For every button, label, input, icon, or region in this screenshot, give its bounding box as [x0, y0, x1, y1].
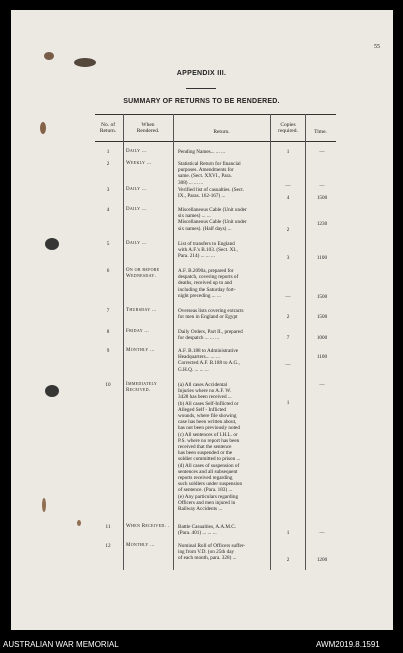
return-description-line: Overseas lists covering extracts	[178, 308, 244, 314]
ink-stain	[42, 498, 46, 512]
time-value: —	[319, 530, 325, 536]
return-description-line: six names) ... ...	[178, 213, 211, 220]
time-value: 1230	[316, 221, 328, 227]
column-divider	[305, 114, 306, 570]
page-number: 55	[374, 44, 380, 50]
appendix-title: APPENDIX III.	[176, 70, 227, 77]
copies-required: 1	[286, 530, 290, 536]
return-description-line: for men in England or Egypt	[178, 314, 238, 321]
time-value: 1500	[316, 294, 328, 300]
return-description-line: for despatch ... ... ...	[178, 335, 220, 342]
return-number: 10	[105, 382, 111, 388]
when-rendered: Daily ...	[126, 149, 147, 154]
return-description-line: List of transfers to England	[178, 241, 235, 247]
time-value: 1100	[316, 255, 328, 261]
when-rendered: Daily ...	[126, 241, 147, 246]
return-description-line: Injuries where no A.F. W.	[178, 388, 232, 395]
return-description-line: Alleged Self - Inflicted	[178, 406, 226, 413]
return-number: 1	[106, 149, 110, 155]
return-description-line: including the Saturday fort-	[178, 286, 236, 293]
ink-stain	[74, 58, 96, 67]
return-description-line: G.H.Q. ... ... ...	[178, 366, 209, 373]
return-description-line: sentences and all subsequent	[178, 468, 238, 475]
return-description-line: six names). (Half days) ...	[178, 225, 232, 232]
return-number: 9	[106, 348, 110, 354]
return-description-line: P.S. where no report has been	[178, 437, 240, 444]
return-number: 7	[106, 308, 110, 314]
return-number: 8	[106, 329, 110, 335]
when-rendered: On or before Wednesday.	[126, 268, 160, 280]
time-value: 1200	[316, 557, 328, 563]
column-header-return: Return.	[213, 129, 230, 135]
when-rendered: Monthly ...	[126, 348, 155, 353]
return-description-line: Verified list of casualties. (Sect.	[178, 187, 244, 193]
return-description-line: Miscellaneous Cable (Unit under	[178, 207, 247, 213]
column-divider	[173, 114, 174, 570]
return-description-line: (d) All cases of suspension of	[178, 462, 240, 469]
return-description-line: (b) All cases Self-Inflicted or	[178, 400, 239, 407]
summary-title: SUMMARY OF RETURNS TO BE RENDERED.	[123, 98, 280, 105]
return-description-line: of sentence. (Para. 183) ...	[178, 487, 233, 494]
ink-stain	[77, 520, 81, 526]
return-description-line: such soldiers under suspension	[178, 481, 243, 488]
return-description-line: despatch, covering reports of	[178, 274, 239, 281]
ink-stain	[40, 122, 46, 134]
when-rendered: Weekly ...	[126, 161, 152, 166]
return-description-line: has not been previously noted	[178, 425, 240, 432]
return-description-line: (Para. 401) ... ... ...	[178, 530, 217, 537]
copies-required: 2	[286, 227, 290, 233]
return-description-line: (e) Any particulars regarding	[178, 493, 239, 500]
copies-required: —	[285, 362, 291, 368]
ink-stain	[45, 238, 59, 250]
return-number: 2	[106, 161, 110, 167]
return-description-line: Nominal Roll of Officers suffer-	[178, 543, 246, 549]
return-description-line: 3428 has been received ...	[178, 394, 232, 401]
copies-required: 2	[286, 557, 290, 563]
time-value: 1100	[316, 354, 328, 360]
footer-left: AUSTRALIAN WAR MEMORIAL	[3, 640, 119, 649]
time-value: 1500	[316, 195, 328, 201]
when-rendered: Immediately Received.	[126, 382, 158, 394]
return-number: 11	[105, 524, 111, 530]
return-description-line: Para. 214) ... ... ...	[178, 253, 215, 260]
time-value: 1500	[316, 314, 328, 320]
return-description-line: Corrected A.F. B.188 to A.G.,	[178, 360, 240, 367]
column-header-no: No. of Return.	[99, 122, 117, 134]
column-header-when: When Rendered.	[136, 122, 160, 134]
when-rendered: Daily ...	[126, 207, 147, 212]
return-description-line: with A.F.'s B.103. (Sect. XI.,	[178, 247, 238, 254]
copies-required: —	[285, 294, 291, 300]
return-number: 5	[106, 241, 110, 247]
return-description-line: of each month, para. 328) ...	[178, 555, 237, 562]
return-description-line: reports received regarding	[178, 475, 233, 481]
return-number: 12	[105, 543, 111, 549]
return-description-line: Daily Orders, Part II., prepared	[178, 329, 243, 335]
when-rendered: When Received. .	[126, 524, 170, 529]
ink-stain	[45, 385, 59, 397]
copies-required: 2	[286, 314, 290, 320]
time-value: —	[319, 149, 325, 155]
footer-right: AWM2019.8.1591	[316, 640, 380, 649]
time-value: —	[319, 382, 325, 388]
return-description-line: same. (Sect. XXVI., Para.	[178, 173, 232, 180]
return-number: 4	[106, 207, 110, 213]
copies-required: 3	[286, 255, 290, 261]
ink-stain	[44, 52, 54, 60]
return-description-line: deaths, received up to and	[178, 280, 233, 287]
return-description-line: A.F. B.2090a, prepared for	[178, 268, 234, 274]
title-underline	[186, 88, 216, 89]
return-description-line: Officers and men injured in	[178, 499, 236, 506]
return-description-line: soldier committed to prison ...	[178, 456, 241, 463]
return-description-line: Headquarters... ... ...	[178, 354, 220, 361]
return-description-line: purposes. Amendments for	[178, 167, 234, 174]
return-description-line: has been suspended or the	[178, 450, 233, 457]
copies-required: —	[285, 183, 291, 189]
column-divider	[123, 114, 124, 570]
return-description-line: Battle Casualties, A.A.M.C.	[178, 524, 237, 530]
return-description-line: IX., Paras. 162-167) ...	[178, 193, 226, 200]
return-description-line: night preceding ... ...	[178, 292, 221, 299]
return-description-line: (a) All cases Accidental	[178, 382, 228, 388]
return-description-line: ing from V.D. (on 25th day	[178, 549, 235, 556]
return-description-line: Railway Accidents ...	[178, 506, 223, 512]
when-rendered: Thursday ...	[126, 308, 157, 313]
when-rendered: Monthly ...	[126, 543, 155, 548]
return-description-line: (c) All sentences of I.H.L. or	[178, 431, 238, 438]
return-description-line: A.F. B.188 to Administrative	[178, 348, 239, 354]
time-value: 1000	[316, 335, 328, 341]
column-header-time: Time.	[314, 129, 327, 135]
return-description-line: Pending Names... ... ...	[178, 149, 225, 155]
return-number: 6	[106, 268, 110, 274]
table-header-rule	[95, 141, 336, 142]
copies-required: 7	[286, 335, 290, 341]
return-number: 3	[106, 187, 110, 193]
table-top-rule	[95, 114, 336, 115]
column-header-copies: Copies required.	[278, 122, 298, 134]
copies-required: 1	[286, 149, 290, 155]
return-description-line: case has been written about,	[178, 419, 237, 426]
return-description-line: wounds, where file showing	[178, 413, 237, 419]
return-description-line: 308) ... ... ...	[178, 179, 204, 186]
copies-required: 1	[286, 400, 290, 406]
when-rendered: Daily ...	[126, 187, 147, 192]
return-description-line: received that the sentence	[178, 444, 232, 450]
return-description-line: Statistical Return for financial	[178, 161, 241, 167]
time-value: —	[319, 183, 325, 189]
when-rendered: Friday ...	[126, 329, 150, 334]
column-divider	[270, 114, 271, 570]
copies-required: 4	[286, 195, 290, 201]
return-description-line: Miscellaneous Cable (Unit under	[178, 219, 247, 226]
